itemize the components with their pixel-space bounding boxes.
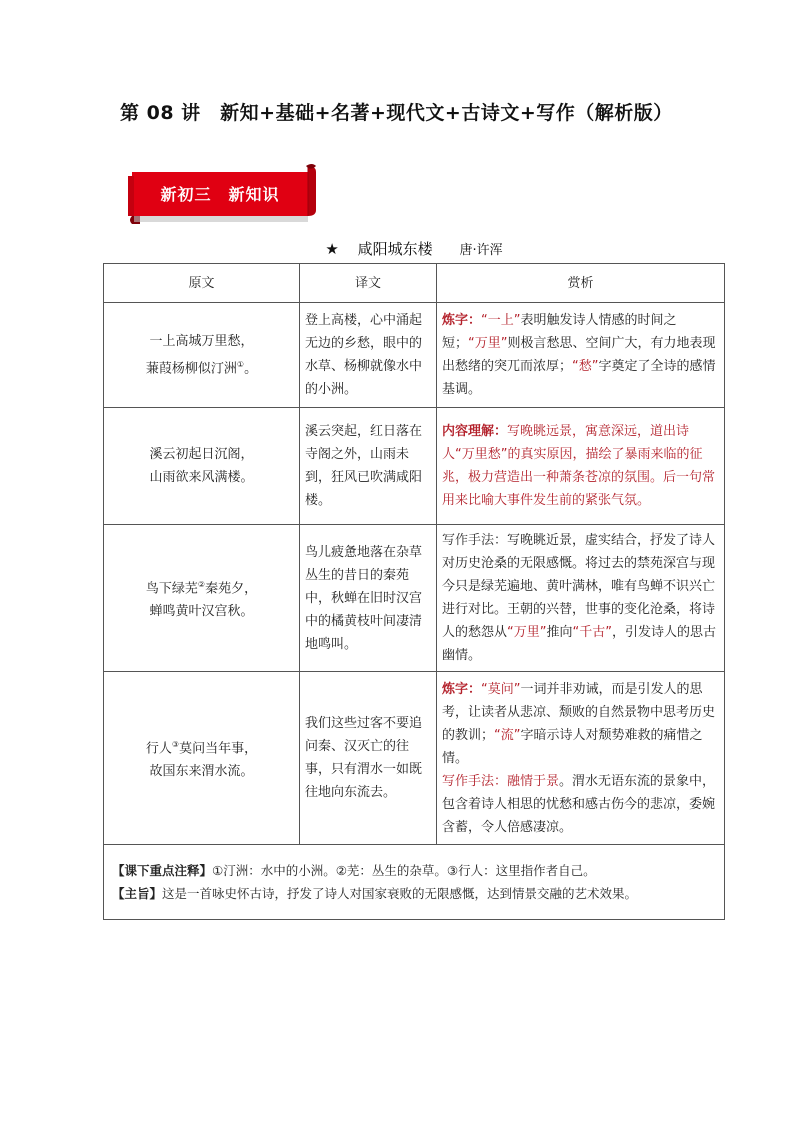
table-row (104, 672, 725, 845)
appreciation-cell: 炼字：“一上”表明触发诗人情感的时间之短；“万里”则极言愁思、空间广大，有力地表现出愁绪的突兀而浓厚；“愁”字奠定了全诗的感情基调。 (437, 303, 725, 408)
original-cell (104, 408, 300, 525)
original-line: 故国东来渭水流。 (149, 764, 254, 780)
translation-cell: 鸟儿疲惫地落在杂草丛生的昔日的秦苑中，秋蝉在旧时汉宫中的橘黄枝叶间凄清地鸣叫。 (300, 525, 437, 672)
page-title: 第 08 讲 新知+基础+名著+现代文+古诗文+写作（解析版） (120, 102, 673, 124)
translation-cell: 我们这些过客不要追问秦、汉灭亡的往事，只有渭水一如既往地向东流去。 (300, 672, 437, 845)
original-line: 山雨欲来风满楼。 (149, 470, 254, 485)
header-original: 原文 (104, 264, 300, 303)
poem-author: 唐·许浑 (459, 243, 503, 258)
table-row (104, 408, 725, 525)
header-appreciation: 赏析 (437, 264, 725, 303)
poem-analysis-table (103, 263, 725, 920)
header-translation: 译文 (300, 264, 437, 303)
notes-row (104, 845, 725, 920)
original-cell (104, 303, 300, 408)
original-cell (104, 672, 300, 845)
appreciation-cell: 写作手法：写晚眺近景，虚实结合，抒发了诗人对历史沧桑的无限感慨。将过去的禁苑深宫与现今只是绿芜遍地、黄叶满林，唯有鸟蝉不识兴亡进行对比。王朝的兴替，世事的变化沧桑，将诗人的愁怨从“万里”推向“千古”，引发诗人的思古幽情。 (437, 525, 725, 672)
section-banner (126, 158, 326, 228)
original-line: 一上高城万里愁， (149, 333, 254, 349)
table-row (104, 303, 725, 408)
appreciation-cell: 炼字：“莫问”一词并非劝诫，而是引发人的思考，让读者从悲凉、颓败的自然景物中思考历史的教训；“流”字暗示诗人对颓势难救的痛惜之情。 写作手法：融情于景。渭水无语东流的景象中，包含着诗人相思的忧愁和感古伤今的悲凉，委婉含蓄，令人倍感凄凉。 (437, 672, 725, 845)
poem-title: 咸阳城东楼 (357, 240, 433, 258)
annotation-line: 【课下重点注释】①汀洲：水中的小洲。②芜：丛生的杂草。③行人：这里指作者自己。 (112, 863, 596, 878)
banner-label: 新初三 新知识 (160, 184, 280, 204)
original-line: 鸟下绿芜②秦苑夕， (145, 579, 258, 597)
original-line: 蝉鸣黄叶汉宫秋。 (149, 604, 254, 620)
original-line: 溪云初起日沉阁， (149, 447, 254, 462)
notes-cell (104, 845, 725, 920)
original-line: 蒹葭杨柳似汀洲①。 (145, 359, 258, 377)
original-line: 行人③莫问当年事， (145, 739, 258, 757)
translation-cell: 溪云突起，红日落在寺阁之外，山雨未到，狂风已吹满咸阳楼。 (300, 408, 437, 525)
appreciation-cell: 内容理解：写晚眺远景，寓意深远，道出诗人“万里愁”的真实原因，描绘了暴雨来临的征兆，极力营造出一种萧条苍凉的氛围。后一句常用来比喻大事件发生前的紧张气氛。 (437, 408, 725, 525)
poem-heading (104, 238, 724, 259)
star-icon: ★ (325, 240, 339, 258)
theme-line: 【主旨】这是一首咏史怀古诗，抒发了诗人对国家衰败的无限感慨，达到情景交融的艺术效果。 (112, 886, 638, 901)
table-row (104, 525, 725, 672)
table-header-row (104, 264, 725, 303)
translation-cell: 登上高楼，心中涌起无边的乡愁，眼中的水草、杨柳就像水中的小洲。 (300, 303, 437, 408)
original-cell (104, 525, 300, 672)
